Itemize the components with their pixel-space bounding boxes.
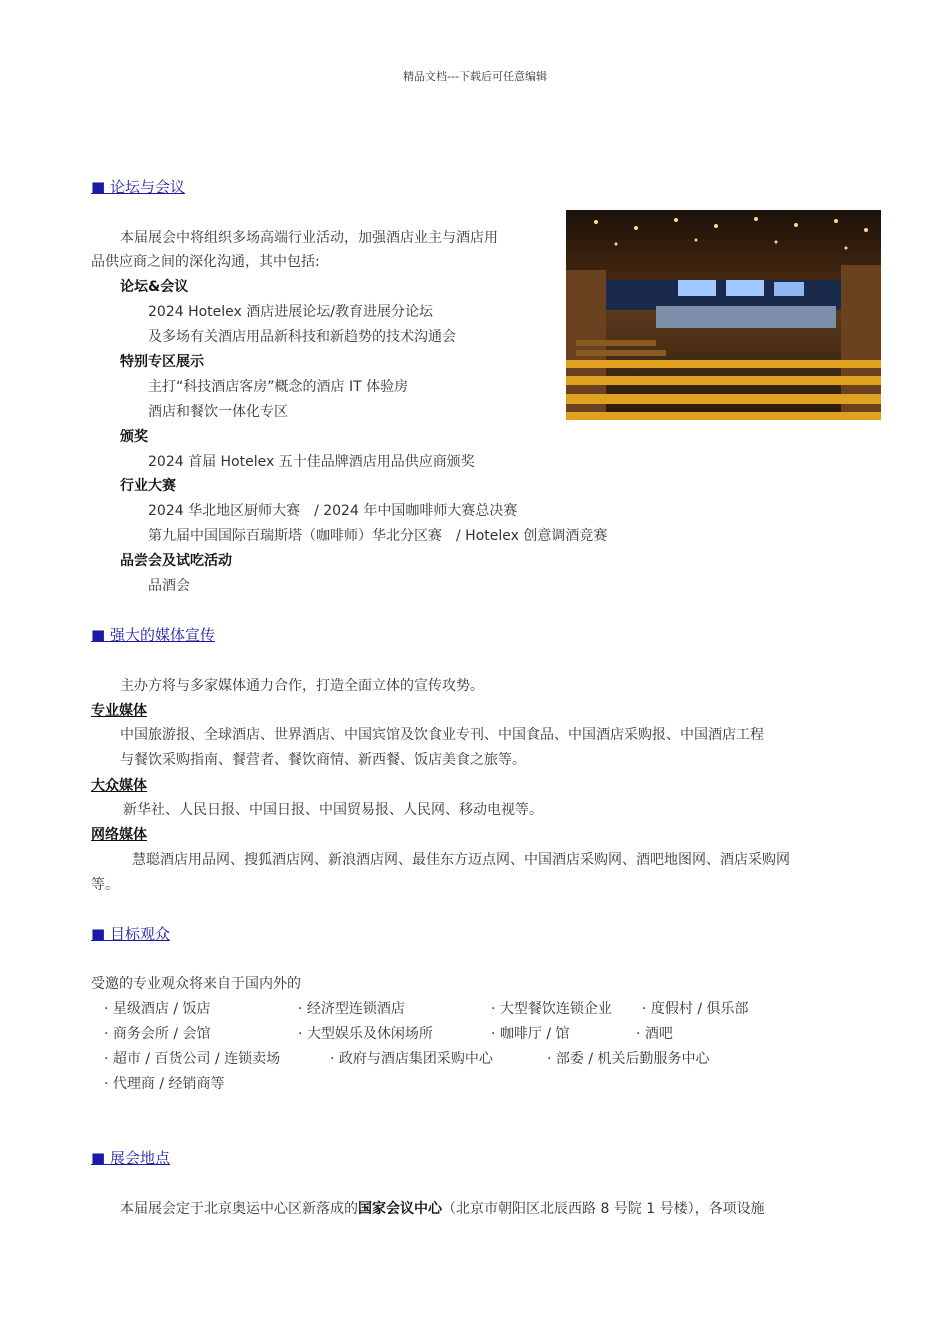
conference-hall-image <box>566 210 881 420</box>
forum-item-line: 品酒会 <box>148 578 190 594</box>
audience-item: · 经济型连锁酒店 <box>298 1001 405 1017</box>
conference-hall-photo <box>566 210 881 420</box>
audience-item: · 部委 / 机关后勤服务中心 <box>547 1051 710 1067</box>
audience-item: · 政府与酒店集团采购中心 <box>330 1051 493 1067</box>
forum-item-line: 及多场有关酒店用品新科技和新趋势的技术沟通会 <box>148 329 456 345</box>
media-pro-line-2: 与餐饮采购指南、餐营者、餐饮商情、新西餐、饭店美食之旅等。 <box>120 752 526 768</box>
forum-item-line: 2024 华北地区厨师大赛 / 2024 年中国咖啡师大赛总决赛 <box>148 503 518 519</box>
audience-intro: 受邀的专业观众将来自于国内外的 <box>91 976 301 992</box>
audience-item: · 大型餐饮连锁企业 <box>491 1001 612 1017</box>
forum-item-title: 行业大赛 <box>120 478 176 494</box>
media-pro-title: 专业媒体 <box>91 703 147 719</box>
section-title-venue: ■ 展会地点 <box>91 1149 170 1167</box>
media-web-line-2: 等。 <box>91 877 119 893</box>
audience-item: · 代理商 / 经销商等 <box>104 1076 225 1092</box>
section-title-media: ■ 强大的媒体宣传 <box>91 626 215 644</box>
audience-item: · 咖啡厅 / 馆 <box>491 1026 570 1042</box>
media-mass-title: 大众媒体 <box>91 778 147 794</box>
forum-item-line: 酒店和餐饮一体化专区 <box>148 404 288 420</box>
venue-name: 国家会议中心 <box>358 1201 442 1217</box>
forum-item-title: 品尝会及试吃活动 <box>120 553 232 569</box>
section-title-audience: ■ 目标观众 <box>91 925 170 943</box>
forum-item-title: 论坛&会议 <box>120 279 189 295</box>
forum-item-title: 颁奖 <box>120 429 148 445</box>
venue-text-post: （北京市朝阳区北辰西路 8 号院 1 号楼），各项设施 <box>442 1201 765 1217</box>
page-header: 精品文档---下载后可任意编辑 <box>403 70 547 83</box>
forum-intro-line-1: 本届展会中将组织多场高端行业活动，加强酒店业主与酒店用 <box>120 230 498 246</box>
media-web-line-1: 慧聪酒店用品网、搜狐酒店网、新浪酒店网、最佳东方迈点网、中国酒店采购网、酒吧地图网、酒店采购网 <box>132 852 790 868</box>
media-pro-line-1: 中国旅游报、全球酒店、世界酒店、中国宾馆及饮食业专刊、中国食品、中国酒店采购报、中国酒店工程 <box>120 727 764 743</box>
audience-item: · 大型娱乐及休闲场所 <box>298 1026 433 1042</box>
media-mass-line: 新华社、人民日报、中国日报、中国贸易报、人民网、移动电视等。 <box>123 802 543 818</box>
media-intro: 主办方将与多家媒体通力合作，打造全面立体的宣传攻势。 <box>120 678 484 694</box>
forum-item-line: 2024 首届 Hotelex 五十佳品牌酒店用品供应商颁奖 <box>148 454 475 470</box>
audience-item: · 酒吧 <box>636 1026 673 1042</box>
audience-item: · 星级酒店 / 饭店 <box>104 1001 211 1017</box>
audience-item: · 度假村 / 俱乐部 <box>642 1001 749 1017</box>
media-web-title: 网络媒体 <box>91 827 147 843</box>
section-title-forum: ■ 论坛与会议 <box>91 178 185 196</box>
audience-item: · 超市 / 百货公司 / 连锁卖场 <box>104 1051 281 1067</box>
forum-item-line: 第九届中国国际百瑞斯塔（咖啡师）华北分区赛 / Hotelex 创意调酒竞赛 <box>148 528 608 544</box>
forum-intro-line-2: 品供应商之间的深化沟通，其中包括: <box>91 254 320 270</box>
venue-text-pre: 本届展会定于北京奥运中心区新落成的 <box>120 1201 358 1217</box>
forum-item-line: 2024 Hotelex 酒店进展论坛/教育进展分论坛 <box>148 304 433 320</box>
venue-paragraph <box>120 1198 765 1218</box>
forum-item-line: 主打“科技酒店客房”概念的酒店 IT 体验房 <box>148 379 409 395</box>
forum-item-title: 特别专区展示 <box>120 354 204 370</box>
audience-item: · 商务会所 / 会馆 <box>104 1026 211 1042</box>
